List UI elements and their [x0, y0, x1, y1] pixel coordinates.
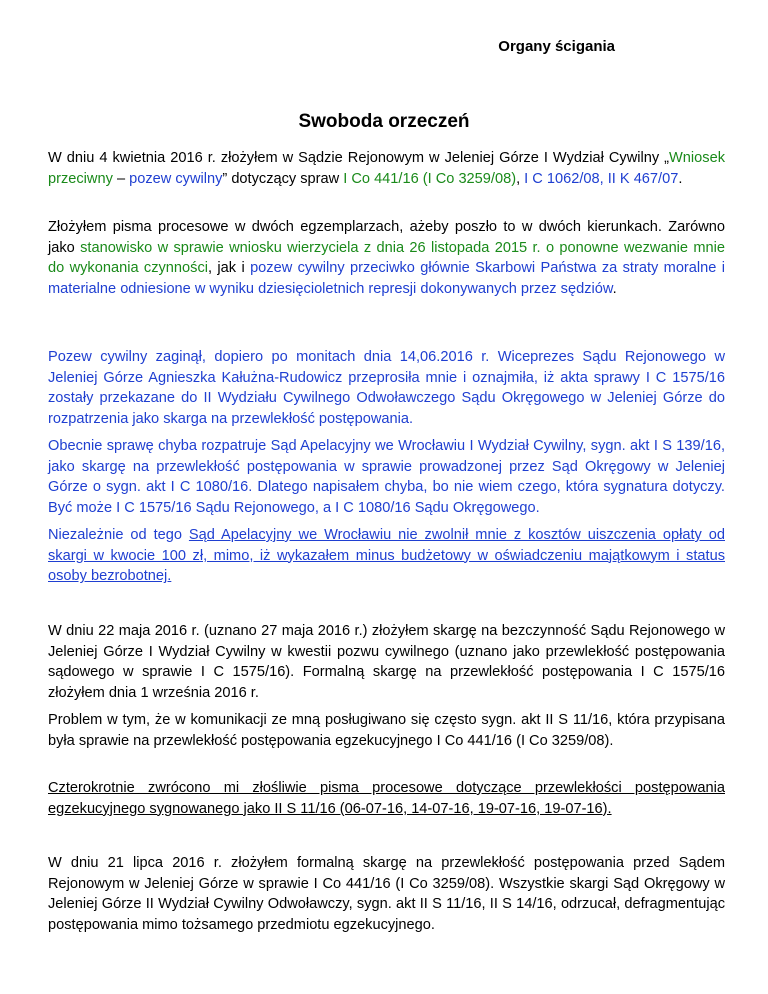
p1-case-ic: I C 1062/08, II K 467/07: [524, 170, 679, 187]
p2-pozew: pozew cywilny przeciwko głównie Skarbowi Państwa za straty moralne i materialne odniesione w wyniku dziesięcioletnich represji dokonywanych przez sędziów: [48, 260, 725, 297]
paragraph-6: W dniu 22 maja 2016 r. (uznano 27 maja 2016 r.) złożyłem skargę na bezczynność Sądu Rejonowego w Jeleniej Górze I Wydział Cywilny w kwestii pozwu cywilnego (uznano jako przewlekłość postępowania sądowego w sprawie I C 1575/16). Formalną skargę na przewlekłość postępowania I C 1575/16 złożyłem dnia 1 września 2016 r.: [48, 623, 725, 701]
paragraph-2: [48, 217, 725, 299]
paragraph-8: Czterokrotnie zwrócono mi złośliwie pisma procesowe dotyczące przewlekłości postępowania egzekucyjnego sygnowanego jako II S 11/16 (06-07-16, 14-07-16, 19-07-16, 19-07-16).: [48, 780, 725, 817]
p1-dash: –: [112, 170, 130, 187]
p2-text-a: Złożyłem pisma procesowe w dwóch egzemplarzach, ażeby poszło to w dwóch kierunkach. Zarówno jako: [48, 219, 725, 256]
p1-case-ico: I Co 441/16 (I Co 3259/08): [343, 170, 517, 187]
p1-comma: ,: [516, 170, 525, 187]
p1-wniosek: Wniosek przeciwny: [48, 150, 725, 187]
p2-stanowisko: stanowisko w sprawie wniosku wierzyciela z dnia 26 listopada 2015 r. o ponowne wezwanie mnie do wykonania czynności: [48, 239, 725, 277]
p1-period: .: [678, 170, 683, 187]
paragraph-9: W dniu 21 lipca 2016 r. złożyłem formalną skargę na przewlekłość postępowania przed Sądem Rejonowym w Jeleniej Górze w sprawie I Co 441/16 (I Co 3259/08). Wszystkie skargi Sąd Okręgowy w Jeleniej Górze II Wydział Cywilny Odwoławczy, sygn. akt II S 11/16, II S 14/16, odrzucał, defragmentując postępowania mimo tożsamego przedmiotu egzekucyjnego.: [48, 855, 725, 933]
paragraph-7: Problem w tym, że w komunikacji ze mną posługiwano się często sygn. akt II S 11/16, która przypisana była sprawie na przewlekłość postępowania egzekucyjnego I Co 441/16 (I Co 3259/08).: [48, 712, 725, 749]
paragraph-5: [48, 525, 725, 587]
p1-text-b: ” dotyczący spraw: [222, 170, 344, 187]
p2-period: .: [612, 280, 617, 297]
p2-text-b: , jak i: [208, 260, 251, 277]
page-title: Swoboda orzeczeń: [298, 111, 470, 132]
p5-underlined: Sąd Apelacyjny we Wrocławiu nie zwolnił mnie z kosztów uiszczenia opłaty od skargi w kwocie 100 zł, mimo, iż wykazałem minus budżetowy w oświadczeniu majątkowym i status osoby bezrobotnej.: [48, 527, 725, 585]
p1-pozew: pozew cywilny: [129, 170, 223, 187]
paragraph-3: Pozew cywilny zaginął, dopiero po monitach dnia 14,06.2016 r. Wiceprezes Sądu Rejonowego w Jeleniej Górze Agnieszka Kałużna-Rudowicz przeprosiła mnie i oznajmiła, iż akta sprawy I C 1575/16 zostały przekazane do II Wydziału Cywilnego Odwoławczego Sądu Okręgowego w Jeleniej Górze do rozpatrzenia jako skarga na przewlekłość postępowania.: [48, 349, 725, 427]
paragraph-1: [48, 148, 725, 189]
p5-text-a: Niezależnie od tego: [48, 527, 189, 543]
paragraph-4: Obecnie sprawę chyba rozpatruje Sąd Apelacyjny we Wrocławiu I Wydział Cywilny, sygn. akt I S 139/16, jako skargę na przewlekłość postępowania w sprawie prowadzonej przez Sąd Okręgowy w Jeleniej Górze o sygn. akt I C 1080/16. Dlatego napisałem chyba, bo nie wiem czego, która sygnatura dotyczy. Być może I C 1575/16 Sądu Rejonowego, a I C 1080/16 Sądu Okręgowego.: [48, 438, 725, 516]
p1-text-a: W dniu 4 kwietnia 2016 r. złożyłem w Sądzie Rejonowym w Jeleniej Górze I Wydział Cywilny „: [48, 150, 670, 166]
section-header: Organy ścigania: [498, 38, 615, 55]
